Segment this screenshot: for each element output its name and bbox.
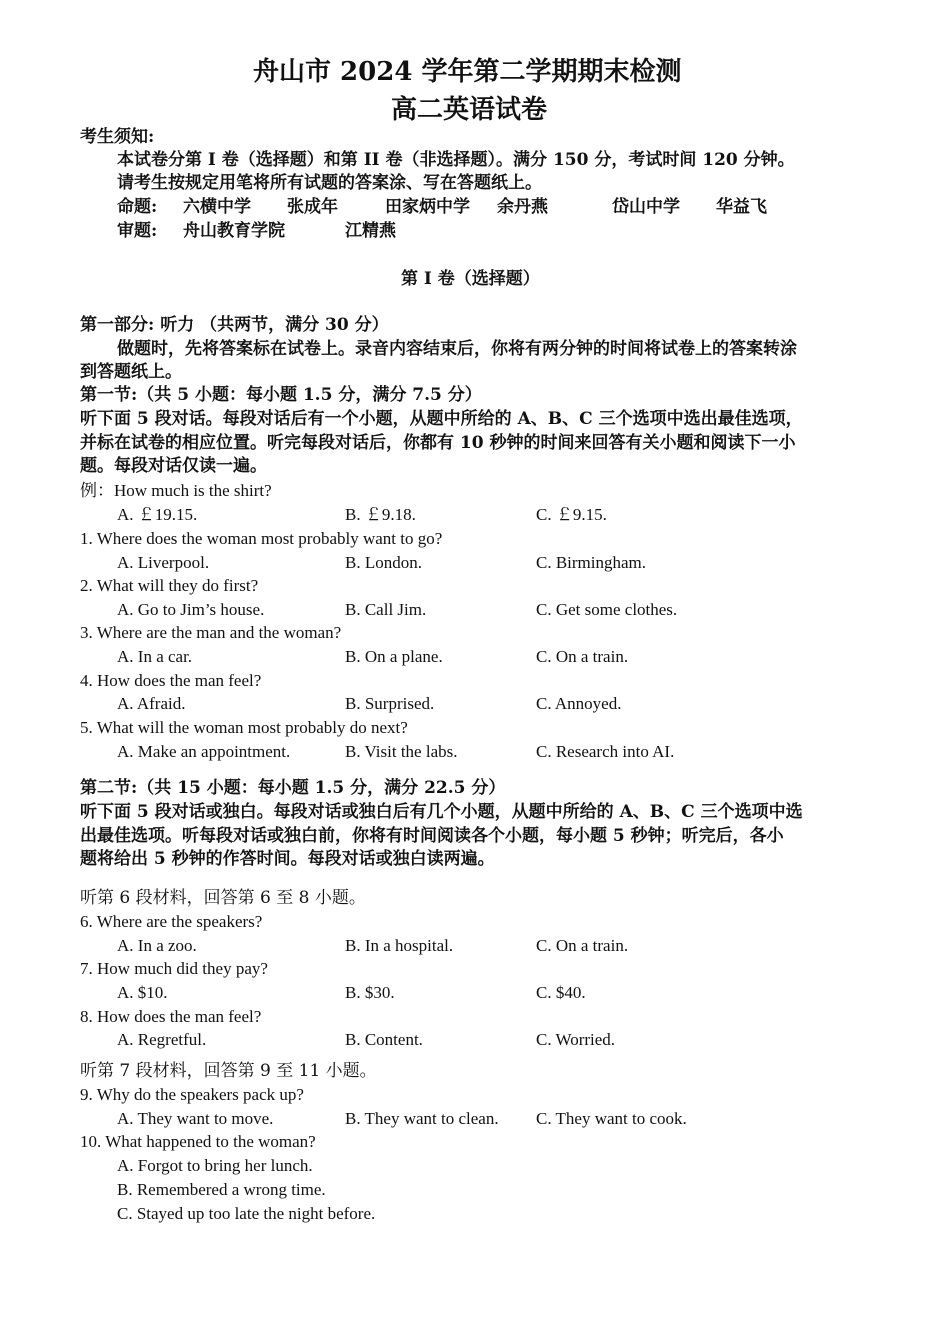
option-b: B. Content.	[345, 1030, 423, 1049]
option-b: B. Visit the labs.	[345, 742, 458, 761]
option-c: C. They want to cook.	[536, 1109, 687, 1128]
exam-subtitle: 高二英语试卷	[391, 95, 548, 125]
section1-instruction: 题。每段对话仅读一遍。	[80, 456, 267, 476]
setter-name: 华益飞	[716, 197, 767, 217]
part1-heading: 第一部分: 听力 （共两节，满分 30 分）	[80, 315, 389, 335]
option-b: B. Remembered a wrong time.	[117, 1180, 326, 1199]
option-b: B. ￡9.18.	[345, 505, 416, 524]
question-5: 5. What will the woman most probably do next?	[80, 718, 408, 737]
option-a: A. In a car.	[117, 647, 193, 666]
part1-intro: 到答题纸上。	[80, 362, 182, 382]
setter-name: 余丹燕	[497, 197, 548, 217]
section1-heading: 第一节:（共 5 小题：每小题 1.5 分，满分 7.5 分）	[80, 385, 482, 405]
option-c: C. ￡9.15.	[536, 505, 607, 524]
section2-instruction: 出最佳选项。听每段对话或独白前，你将有时间阅读各个小题，每小题 5 秒钟；听完后，各小	[80, 826, 784, 846]
reviewer-school: 舟山教育学院	[183, 221, 285, 241]
reviewer-name: 江精燕	[345, 221, 396, 241]
question-4: 4. How does the man feel?	[80, 671, 262, 690]
notice-line: 请考生按规定用笔将所有试题的答案涂、写在答题纸上。	[117, 173, 542, 193]
question-6: 6. Where are the speakers?	[80, 912, 263, 931]
option-c: C. Get some clothes.	[536, 600, 678, 619]
option-b: B. On a plane.	[345, 647, 443, 666]
option-b: B. London.	[345, 553, 422, 572]
option-a: A. Liverpool.	[117, 553, 210, 572]
option-a: A. Afraid.	[117, 694, 186, 713]
notice-line: 本试卷分第 I 卷（选择题）和第 II 卷（非选择题）。满分 150 分，考试时间 120 分钟。	[117, 150, 795, 170]
reviewer-label: 审题:	[117, 221, 158, 241]
option-b: B. $30.	[345, 983, 395, 1002]
setter-school: 六横中学	[183, 197, 251, 217]
option-c: C. Stayed up too late the night before.	[117, 1204, 376, 1223]
option-c: C. Worried.	[536, 1030, 616, 1049]
question-1: 1. Where does the woman most probably want to go?	[80, 529, 443, 548]
option-a: A. Go to Jim’s house.	[117, 600, 265, 619]
option-a: A. ￡19.15.	[117, 505, 198, 524]
setters-label: 命题:	[117, 197, 158, 217]
section2-instruction: 听下面 5 段对话或独白。每段对话或独白后有几个小题，从题中所给的 A、B、C 三个选项中选	[80, 802, 803, 822]
question-7: 7. How much did they pay?	[80, 959, 268, 978]
option-a: A. They want to move.	[117, 1109, 274, 1128]
volume-title: 第 I 卷（选择题）	[401, 269, 540, 289]
option-b: B. Surprised.	[345, 694, 435, 713]
question-3: 3. Where are the man and the woman?	[80, 623, 342, 642]
question-10: 10. What happened to the woman?	[80, 1132, 316, 1151]
setter-school: 田家炳中学	[385, 197, 470, 217]
setter-school: 岱山中学	[612, 197, 680, 217]
option-b: B. In a hospital.	[345, 936, 454, 955]
option-c: C. $40.	[536, 983, 586, 1002]
option-c: C. Research into AI.	[536, 742, 675, 761]
section1-instruction: 听下面 5 段对话。每段对话后有一个小题，从题中所给的 A、B、C 三个选项中选出最佳选项，	[80, 409, 803, 429]
option-a: A. In a zoo.	[117, 936, 197, 955]
option-a: A. Regretful.	[117, 1030, 207, 1049]
question-2: 2. What will they do first?	[80, 576, 259, 595]
option-c: C. Birmingham.	[536, 553, 647, 572]
question-9: 9. Why do the speakers pack up?	[80, 1085, 304, 1104]
option-c: C. On a train.	[536, 647, 629, 666]
example-question: 例：How much is the shirt?	[80, 481, 272, 500]
option-a: A. Forgot to bring her lunch.	[117, 1156, 313, 1175]
section2-instruction: 题将给出 5 秒钟的作答时间。每段对话或独白读两遍。	[80, 849, 495, 869]
material-6-note: 听第 6 段材料，回答第 6 至 8 小题。	[80, 888, 366, 908]
option-c: C. Annoyed.	[536, 694, 622, 713]
material-7-note: 听第 7 段材料，回答第 9 至 11 小题。	[80, 1061, 377, 1081]
part1-intro: 做题时，先将答案标在试卷上。录音内容结束后，你将有两分钟的时间将试卷上的答案转涂	[117, 339, 797, 359]
section2-heading: 第二节:（共 15 小题：每小题 1.5 分，满分 22.5 分）	[80, 778, 506, 798]
question-8: 8. How does the man feel?	[80, 1007, 262, 1026]
option-b: B. They want to clean.	[345, 1109, 499, 1128]
option-c: C. On a train.	[536, 936, 629, 955]
option-a: A. Make an appointment.	[117, 742, 291, 761]
section1-instruction: 并标在试卷的相应位置。听完每段对话后，你都有 10 秒钟的时间来回答有关小题和阅读下一小	[80, 433, 796, 453]
exam-title: 舟山市 2024 学年第二学期期末检测	[253, 57, 682, 87]
option-a: A. $10.	[117, 983, 168, 1002]
notice-heading: 考生须知:	[80, 127, 155, 147]
setter-name: 张成年	[287, 197, 338, 217]
option-b: B. Call Jim.	[345, 600, 427, 619]
